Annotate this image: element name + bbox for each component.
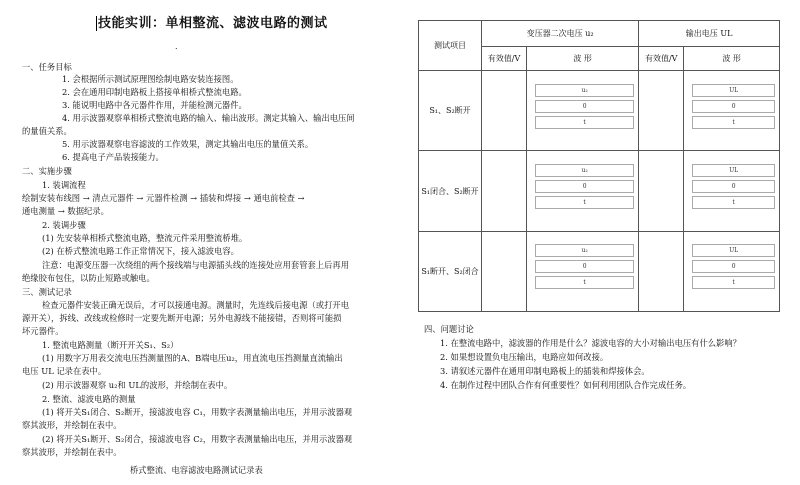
waveform-axis-label: t (692, 276, 775, 289)
waveform-grid (527, 236, 638, 306)
waveform-grid (684, 236, 779, 306)
text-line: 4. 用示波器观察单相桥式整流电路的输入、输出波形。测定其输入、输出电压间 (62, 113, 355, 123)
waveform-grid (527, 156, 638, 226)
waveform-axis-label: UL (692, 84, 775, 97)
text-line: 绝缘胶布包住，以防止短路或触电。 (22, 273, 155, 283)
text-line: 察其波形，并绘制在表中。 (22, 447, 122, 457)
text-line: 绘制安装布线图 → 清点元器件 → 元器件检测 → 插装和焊接 → 通电前检查 → (22, 193, 305, 203)
col1-header: 变压器二次电压 u₂ (482, 21, 639, 47)
text-line: 2. 装调步骤 (42, 220, 86, 230)
col2-header: 输出电压 UL (639, 21, 780, 47)
rms-header-1: 有效值/V (482, 47, 527, 71)
rms-header-2: 有效值/V (639, 47, 684, 71)
row-label: S₁、S₂断开 (419, 71, 482, 151)
waveform-axis-label: t (535, 196, 634, 209)
waveform-grid (684, 76, 779, 146)
waveform-cell (527, 231, 639, 311)
waveform-axis-label: t (535, 116, 634, 129)
waveform-axis-label: 0 (692, 260, 775, 273)
waveform-axis-label: u₂ (535, 84, 634, 97)
wave-header-1: 波 形 (527, 47, 639, 71)
waveform-axis-label: UL (692, 164, 775, 177)
text-line: 检查元器件安装正确无误后，才可以接通电源。测量时，先连线后接电源（或打开电 (42, 300, 349, 310)
text-line: 6. 提高电子产品装接能力。 (62, 152, 164, 162)
text-line: (1) 将开关S₁闭合、S₂断开，接滤波电容 C₁，用数字表测量输出电压，并用示波器观 (42, 407, 353, 417)
text-line: 3. 能说明电路中各元器件作用，并能检测元器件。 (62, 100, 247, 110)
waveform-axis-label: UL (692, 244, 775, 257)
text-line: 坏元器件。 (22, 326, 64, 336)
text-line: 电压 UL 记录在表中。 (22, 366, 107, 376)
discussion-line: 1. 在整流电路中，滤波器的作用是什么？滤波电容的大小对输出电压有什么影响？ (440, 338, 741, 348)
discussion-line: 2. 如果想设置负电压输出，电路应如何改接。 (440, 352, 609, 362)
row-label: S₁闭合、S₂断开 (419, 151, 482, 231)
text-line: 的量值关系。 (22, 126, 72, 136)
text-line: 一、任务目标 (22, 62, 72, 72)
waveform-axis-label: 0 (535, 260, 634, 273)
text-line: 1. 装调流程 (42, 180, 86, 190)
waveform-grid (527, 76, 638, 146)
waveform-axis-label: u₂ (535, 164, 634, 177)
rms-cell-1 (482, 151, 527, 231)
rms-cell-2 (639, 71, 684, 151)
waveform-cell (527, 151, 639, 231)
discussion-line: 4. 在制作过程中团队合作有何重要性？如何利用团队合作完成任务。 (440, 380, 692, 390)
waveform-grid (684, 156, 779, 226)
row-label: S₁断开、S₂闭合 (419, 231, 482, 311)
record-table (418, 20, 780, 312)
text-line: (1) 先安装单相桥式整流电路，整流元件采用整流桥堆。 (42, 233, 248, 243)
discussion-line: 3. 请叙述元器件在通用印制电路板上的插装和焊接体会。 (440, 366, 650, 376)
waveform-axis-label: 0 (535, 100, 634, 113)
waveform-axis-label: 0 (535, 180, 634, 193)
text-line: 5. 用示波器观察电容滤波的工作效果，测定其输出电压的量值关系。 (62, 139, 314, 149)
waveform-cell (684, 71, 780, 151)
text-line: 三、测试记录 (22, 287, 72, 297)
text-line: 1. 整流电路测量（断开开关S₁、S₂） (42, 340, 179, 350)
test-item-header: 测试项目 (419, 21, 482, 71)
text-line: 2. 会在通用印制电路板上搭接单相桥式整流电路。 (62, 87, 247, 97)
waveform-axis-label: 0 (692, 180, 775, 193)
rms-cell-1 (482, 231, 527, 311)
waveform-axis-label: 0 (692, 100, 775, 113)
waveform-axis-label: u₂ (535, 244, 634, 257)
text-line: 桥式整流、电容滤波电路测试记录表 (130, 465, 263, 475)
waveform-axis-label: t (535, 276, 634, 289)
text-line: (1) 用数字万用表交流电压挡测量图的A、B端电压u₂，用直流电压挡测量直流输出 (42, 353, 343, 363)
wave-header-2: 波 形 (684, 47, 780, 71)
text-line: (2) 在桥式整流电路工作正常情况下，接入滤波电容。 (42, 246, 239, 256)
text-line: (2) 将开关S₁断开、S₂闭合，接滤波电容 C₂，用数字表测量输出电压，并用示波器观 (42, 434, 353, 444)
text-line: 1. 会根据所示测试原理图绘制电路安装连接图。 (62, 74, 239, 84)
discussion-line: 四、问题讨论 (424, 324, 474, 334)
waveform-cell (684, 231, 780, 311)
stray-dot: . (175, 42, 178, 51)
waveform-cell (527, 71, 639, 151)
rms-cell-2 (639, 231, 684, 311)
text-line: 2. 整流、滤波电路的测量 (42, 394, 136, 404)
text-line: 注意：电源变压器一次绕组的两个接线端与电源插头线的连接处应用套管套上后再用 (42, 260, 349, 270)
waveform-cell (684, 151, 780, 231)
text-line: 源开关），拆线、改线或检修时一定要先断开电源；另外电源线不能接错，否则将可能损 (22, 313, 342, 323)
waveform-axis-label: t (692, 116, 775, 129)
text-line: 二、实施步骤 (22, 166, 72, 176)
text-line: 察其波形，并绘制在表中。 (22, 420, 122, 430)
text-line: 通电测量 → 数据纪录。 (22, 206, 109, 216)
document-title: 技能实训：单相整流、滤波电路的测试 (98, 16, 328, 31)
rms-cell-1 (482, 71, 527, 151)
text-line: (2) 用示波器观察 u₂和 UL的波形，并绘制在表中。 (42, 380, 233, 390)
rms-cell-2 (639, 151, 684, 231)
waveform-axis-label: t (692, 196, 775, 209)
